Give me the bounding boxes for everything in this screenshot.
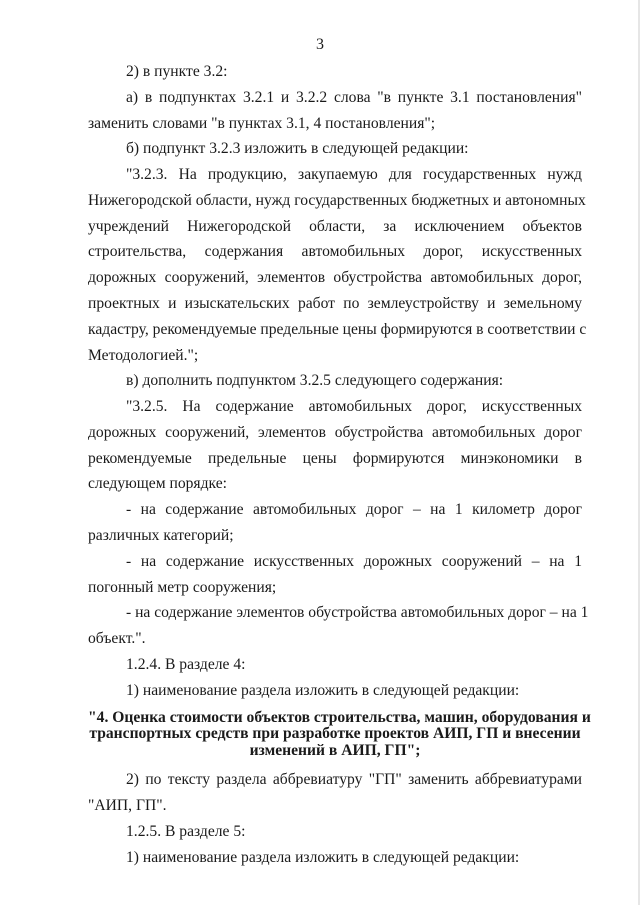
text-line: "3.2.5. На содержание автомобильных дорог, искусственных [126, 398, 582, 415]
text-line: кадастру, рекомендуемые предельные цены формируются в соответствии с [88, 321, 587, 338]
text-line: 1.2.4. В разделе 4: [126, 656, 246, 673]
text-line: 1) наименование раздела изложить в следующей редакции: [126, 849, 520, 866]
text-line: проектных и изыскательских работ по землеустройству и земельному [88, 295, 582, 312]
text-line: в) дополнить подпунктом 3.2.5 следующего содержания: [126, 372, 504, 389]
text-line: - на содержание искусственных дорожных сооружений – на 1 [126, 553, 582, 570]
text-line: б) подпункт 3.2.3 изложить в следующей редакции: [126, 140, 469, 157]
text-line: 1.2.5. В разделе 5: [126, 823, 246, 840]
text-line: 1) наименование раздела изложить в следующей редакции: [126, 682, 520, 699]
text-line: погонный метр сооружения; [88, 579, 277, 596]
text-line: "4. Оценка стоимости объектов строительства, машин, оборудования и [88, 709, 591, 726]
text-line: различных категорий; [88, 527, 234, 544]
text-line: дорожных сооружений, элементов обустройства автомобильных дорог [88, 424, 582, 441]
text-line: - на содержание автомобильных дорог – на 1 километр дорог [126, 501, 582, 518]
text-line: следующем порядке: [88, 475, 227, 492]
text-line: а) в подпунктах 3.2.1 и 3.2.2 слова "в пункте 3.1 постановления" [126, 89, 582, 106]
text-line: "АИП, ГП". [88, 797, 167, 814]
text-line: дорожных сооружений, элементов обустройства автомобильных дорог, [88, 269, 582, 286]
text-line: 2) по тексту раздела аббревиатуру "ГП" заменить аббревиатурами [126, 771, 582, 788]
text-line: строительства, содержания автомобильных дорог, искусственных [88, 243, 582, 260]
text-line: объект.". [88, 630, 146, 647]
text-line: изменений в АИП, ГП"; [249, 742, 421, 759]
text-line: транспортных средств при разработке проектов АИП, ГП и внесении [89, 725, 581, 742]
text-line: заменить словами "в пунктах 3.1, 4 постановления"; [88, 115, 436, 132]
text-line: Нижегородской области, нужд государственных бюджетных и автономных [88, 192, 586, 209]
text-line: учреждений Нижегородской области, за исключением объектов [88, 218, 582, 235]
text-line: 2) в пункте 3.2: [126, 63, 228, 80]
text-line: рекомендуемые предельные цены формируются минэкономики в [88, 450, 582, 467]
text-line: - на содержание элементов обустройства автомобильных дорог – на 1 [126, 604, 589, 621]
text-line: Методологией."; [88, 347, 199, 364]
text-line: "3.2.3. На продукцию, закупаемую для государственных нужд [126, 166, 582, 183]
page-number: 3 [316, 36, 324, 53]
